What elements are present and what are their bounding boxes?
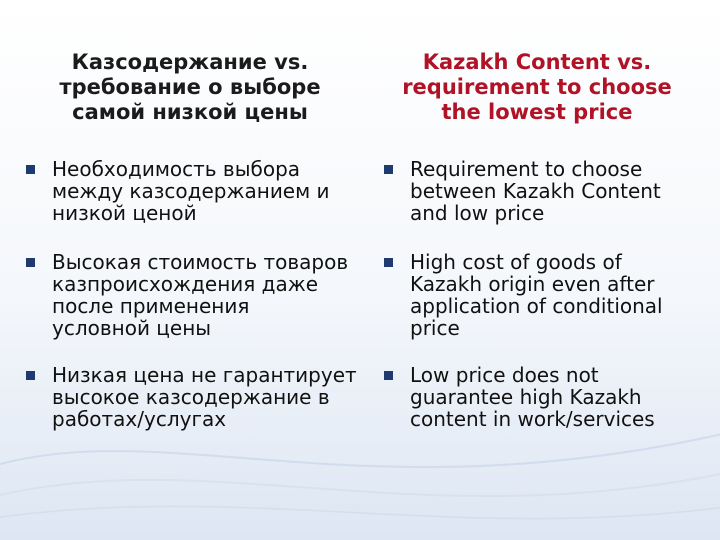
bullet-square-icon (384, 258, 393, 267)
list-item-text: Requirement to choose between Kazakh Content and low price (410, 157, 661, 225)
bullet-square-icon (26, 165, 35, 174)
title-russian: Казсодержание vs. требование о выборе самой низкой цены (59, 50, 321, 124)
list-item-text: Низкая цена не гарантирует высокое казсодержание в работах/услугах (52, 363, 357, 431)
list-item-text: Необходимость выбора между казсодержанием и низкой ценой (52, 157, 330, 225)
list-item-text: Высокая стоимость товаров казпроисхождения даже после применения условной цены (52, 250, 349, 340)
bullet-square-icon (26, 258, 35, 267)
list-item-text: High cost of goods of Kazakh origin even after application of conditional price (410, 250, 663, 340)
bullet-square-icon (384, 371, 393, 380)
bullet-square-icon (26, 371, 35, 380)
list-item-text: Low price does not guarantee high Kazakh content in work/services (410, 363, 655, 431)
bullet-square-icon (384, 165, 393, 174)
title-english: Kazakh Content vs. requirement to choose the lowest price (402, 50, 672, 124)
